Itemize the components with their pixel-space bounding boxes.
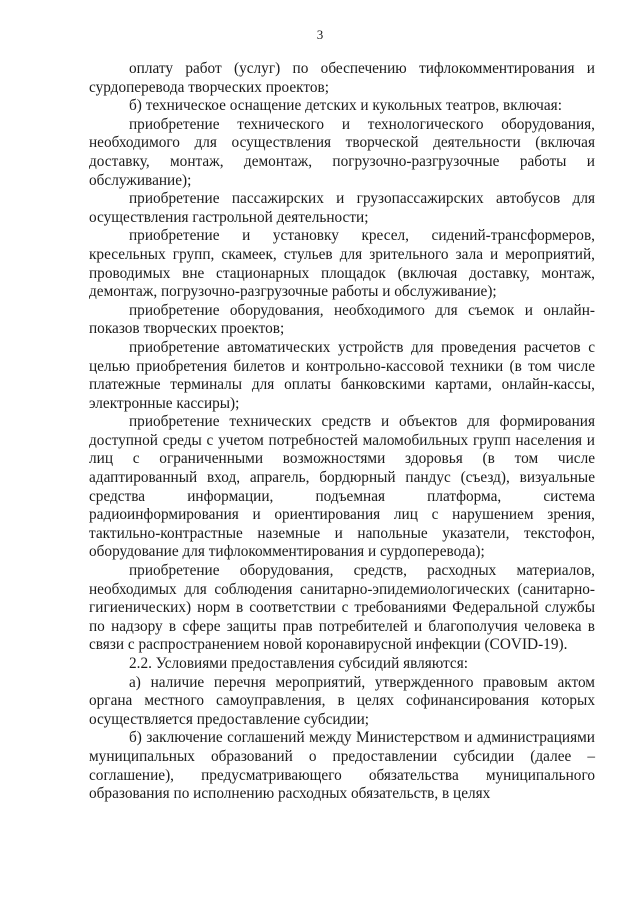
paragraph: 2.2. Условиями предоставления субсидий являются: [129, 655, 469, 672]
paragraph: приобретение и установку кресел, сидений-трансформеров, кресельных групп, скамеек, стульев для зрительного зала и мероприятий, проводимых вне стационарных площадок (включая доставку, монтаж, демонтаж, погрузочно-разгрузочные работы и обслуживание); [89, 227, 595, 301]
paragraph: приобретение технических средств и объектов для формирования доступной среды с учетом потребностей маломобильных групп населения и лиц с ограниченными возможностями здоровья (в том числе адаптированный вход, апparель, бордюрный пандус (съезд), визуальные средства информации, подъемная платформа, система радиоинформирования и ориентирования лиц с нарушением зрения, тактильно-контрастные наземные и напольные указатели, текстофон, оборудование для тифлокомментирования и сурдоперевода); [89, 413, 595, 561]
paragraph: приобретение оборудования, средств, расходных материалов, необходимых для соблюдения санитарно-эпидемиологических (санитарно-гигиенических) норм в соответствии с требованиями Федеральной службы по надзору в сфере защиты прав потребителей и благополучия человека в связи с распространением новой коронавирусной инфекции (COVID-19). [89, 562, 595, 654]
paragraph: приобретение автоматических устройств для проведения расчетов с целью приобретения билетов и контрольно-кассовой техники (в том числе платежные терминалы для оплаты банковскими картами, онлайн-кассы, электронные кассиры); [89, 338, 595, 412]
paragraph: приобретение технического и технологического оборудования, необходимого для осуществления творческой деятельности (включая доставку, монтаж, демонтаж, погрузочно-разгрузочные работы и обслуживание); [89, 115, 595, 189]
paragraph: б) заключение соглашений между Министерством и администрациями муниципальных образований о предоставлении субсидии (далее – соглашение), предусматривающего обязательства муниципального образования по исполнению расходных обязательств, в целях [89, 729, 595, 803]
paragraph: приобретение оборудования, необходимого для съемок и онлайн-показов творческих проектов; [89, 301, 595, 338]
paragraph: приобретение пассажирских и грузопассажирских автобусов для осуществления гастрольной деятельности; [89, 190, 595, 226]
paragraph: б) техническое оснащение детских и кукольных театров, включая: [129, 97, 562, 115]
document-body [89, 60, 595, 804]
paragraph: оплату работ (услуг) по обеспечению тифлокомментирования и сурдоперевода творческих проектов; [89, 60, 595, 96]
page-number: 3 [316, 27, 324, 42]
paragraph: а) наличие перечня мероприятий, утвержденного правовым актом органа местного самоуправления, в целях софинансирования которых осуществляется предоставление субсидии; [89, 673, 595, 728]
